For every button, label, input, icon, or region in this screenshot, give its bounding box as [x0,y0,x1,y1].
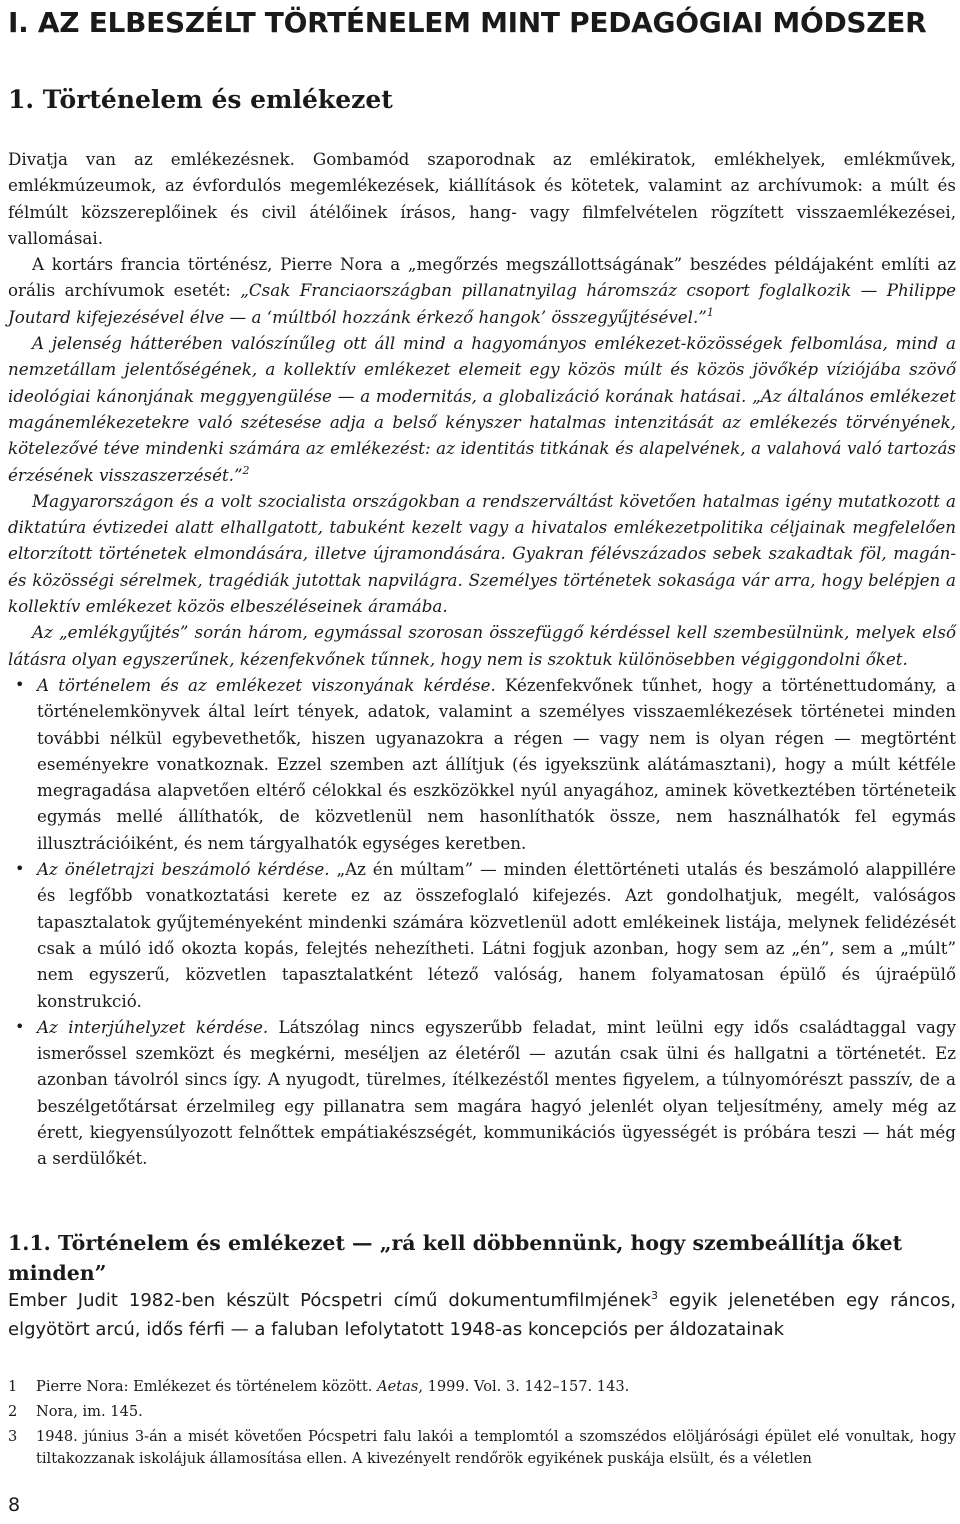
footnote-number: 2 [8,1403,18,1420]
list-item [8,1014,956,1172]
footnote-text-end: , 1999. Vol. 3. 142–157. 143. [418,1378,630,1395]
page-number: 8 [8,1494,21,1516]
footnote-number: 3 [8,1428,18,1445]
chapter-title: I. AZ ELBESZÉLT TÖRTÉNELEM MINT PEDAGÓGIAI MÓDSZER [8,6,927,39]
footnote-ref-2[interactable]: 2 [242,463,250,477]
paragraph-4: Magyarországon és a volt szocialista országokban a rendszerváltást követően hatalmas igény mutatkozott a diktatúra évtizedei alatt elhallgatott, tabuként kezelt vagy a hivatalos emlékezetpolitika céljainak megfelelően eltorzított történetek elmondására, illetve újramondására. Gyakran félévszázados sebek szakadtak föl, magán- és közösségi sérelmek, tragédiák jutottak napvilágra. Személyes történetek sokasága vár arra, hogy belépjen a kollektív emlékezet közös elbeszéléseinek áramába. [8,490,956,617]
paragraph-5: Az „emlékgyűjtés” során három, egymással szorosan összefüggő kérdéssel kell szembesülnünk, melyek első látásra olyan egyszerűnek, kézenfekvőnek tűnnek, hogy nem is szoktuk különösebben végiggondolni őket. [8,622,956,669]
list-item [8,856,956,1014]
bullet-icon: • [15,859,25,879]
footnote-text: Nora, im. 145. [36,1403,143,1420]
list-item [8,672,956,856]
question-list [8,672,956,1172]
footnote-ref-3[interactable]: 3 [650,1289,658,1302]
footnote [8,1376,956,1398]
section-title: 1. Történelem és emlékezet [8,85,393,114]
body-text [8,146,956,1172]
paragraph-3-text: A jelenség hátterében valószínűleg ott áll mind a hagyományos emlékezet-közösségek felbomlása, mind a nemzetállam jelentőségének, a kollektív emlékezet elemeit egy közös múlt és közös jövőkép víziójába szövő ideológiai kánonjának meggyengülése — a modernitás, a globalizáció korának hatásai. „Az általános emlékezet magánemlékezetekre való szétesése adja a belső kényszer hatalmas intenzitását az emlékezés törvényének, kötelezővé téve mindenki számára az emlékezést: az identitás titkának és alapelvének, a valahová való tartozás érzésének visszaszerzését.” [8,333,956,485]
footnotes [8,1376,956,1473]
list-item-text: „Az én múltam” — minden élettörténeti utalás és beszámoló alappillére és legfőbb vonatkoztatási kerete ez az összefoglaló kifejezés. Azt gondolhatjuk, megélt, valóságos tapasztalatok gyűjteményeként mindenki számára közvetlenül adott emlékeinek listája, melynek felidézését csak a múló idő okozta kopás, felejtés nehezítheti. Látni fogjuk azonban, hogy sem az „én”, sem a „múlt” nem egyszerű, közvetlen tapasztalatként létező valóság, hanem folyamatosan épülő és újraépülő konstrukció. [37,859,956,1011]
list-item-lead: A történelem és az emlékezet viszonyának kérdése. [37,674,496,695]
footnote-number: 1 [8,1378,18,1395]
paragraph-1: Divatja van az emlékezésnek. Gombamód szaporodnak az emlékiratok, emlékhelyek, emlékművek, emlékmúzeumok, az évfordulós megemlékezések, kiállítások és kötetek, valamint az archívumok: a múlt és félmúlt közszereplőinek és civil átélőinek írásos, hang- vagy filmfelvételen rögzített visszaemlékezései, vallomásai. [8,149,956,248]
paragraph-2-quote: „Csak Franciaországban pillanatnyilag háromszáz csoport foglalkozik — Philippe Joutard kifejezésével élve — a ‘múltból hozzánk érkező hangok’ összegyűjtésével.” [8,280,956,327]
footnote [8,1401,956,1423]
list-item-text: Látszólag nincs egyszerűbb feladat, mint leülni egy idős családtaggal vagy ismerőssel szemközt és megkérni, meséljen az életéről — azután csak ülni és hallgatni a történetét. Ez azonban távolról sincs így. A nyugodt, türelmes, ítélkezéstől mentes figyelem, a túlnyomórészt passzív, de a beszélgetőtársat érzelmileg egy pillanatra sem magára hagyó jelenlét olyan teljesítmény, amely még az érett, kiegyensúlyozott felnőttek empátiakészségét, kommunikációs ügyességét is próbára teszi — hát még a serdülőkét. [37,1016,956,1169]
paragraph-2-text: A kortárs francia történész, Pierre Nora a „megőrzés megszállottságának” beszédes példájaként említi az orális archívumok esetét: [8,254,956,301]
subsection-paragraph [8,1286,956,1344]
subsection-text-a: Ember Judit 1982-ben készült Pócspetri című dokumentumfilmjének [8,1290,651,1311]
subsection-text-b: egyik jelenetében egy ráncos, elgyötört arcú, idős férfi — a faluban lefolytatott 1948-as koncepciós per áldozatainak [8,1290,956,1340]
bullet-icon: • [15,674,25,694]
paragraph-3 [8,330,956,488]
list-item-text: Kézenfekvőnek tűnhet, hogy a történettudomány, a történelemkönyvek által leírt tények, adatok, valamint a személyes visszaemlékezések történetei minden további nélkül egybevethetők, hiszen ugyanazokra a régen — vagy nem is olyan régen — megtörtént eseményekre vonatkoznak. Ezzel szemben azt állítjuk (és igyekszünk alátámasztani), hogy a múlt kétféle megragadása alapvetően eltérő célokkal és eszközökkel nyúl anyagához, aminek következtében történeteik egymás mellé állíthatók, de közvetlenül nem hasonlíthatók össze, nem használhatók fel egymás illusztrációiként, és nem tárgyalhatók egységes keretben. [37,674,956,853]
subsection-title: 1.1. Történelem és emlékezet — „rá kell döbbennünk, hogy szembeállítja őket minden” [8,1231,903,1285]
footnote-journal: Aetas [377,1378,419,1395]
footnote-ref-1[interactable]: 1 [706,305,714,319]
footnote-text: Pierre Nora: Emlékezet és történelem között. [36,1378,378,1395]
footnote [8,1426,956,1470]
list-item-lead: Az interjúhelyzet kérdése. [37,1016,269,1037]
bullet-icon: • [15,1016,25,1036]
footnote-text: 1948. június 3-án a misét követően Pócspetri falu lakói a templomtól a szomszédos elöljárósági épület elé vonultak, hogy tiltakozzanak iskolájuk államosítása ellen. A kivezényelt rendőrök egyikének puskája elsült, és a véletlen [36,1428,956,1467]
list-item-lead: Az önéletrajzi beszámoló kérdése. [37,859,330,880]
paragraph-2 [8,251,956,330]
